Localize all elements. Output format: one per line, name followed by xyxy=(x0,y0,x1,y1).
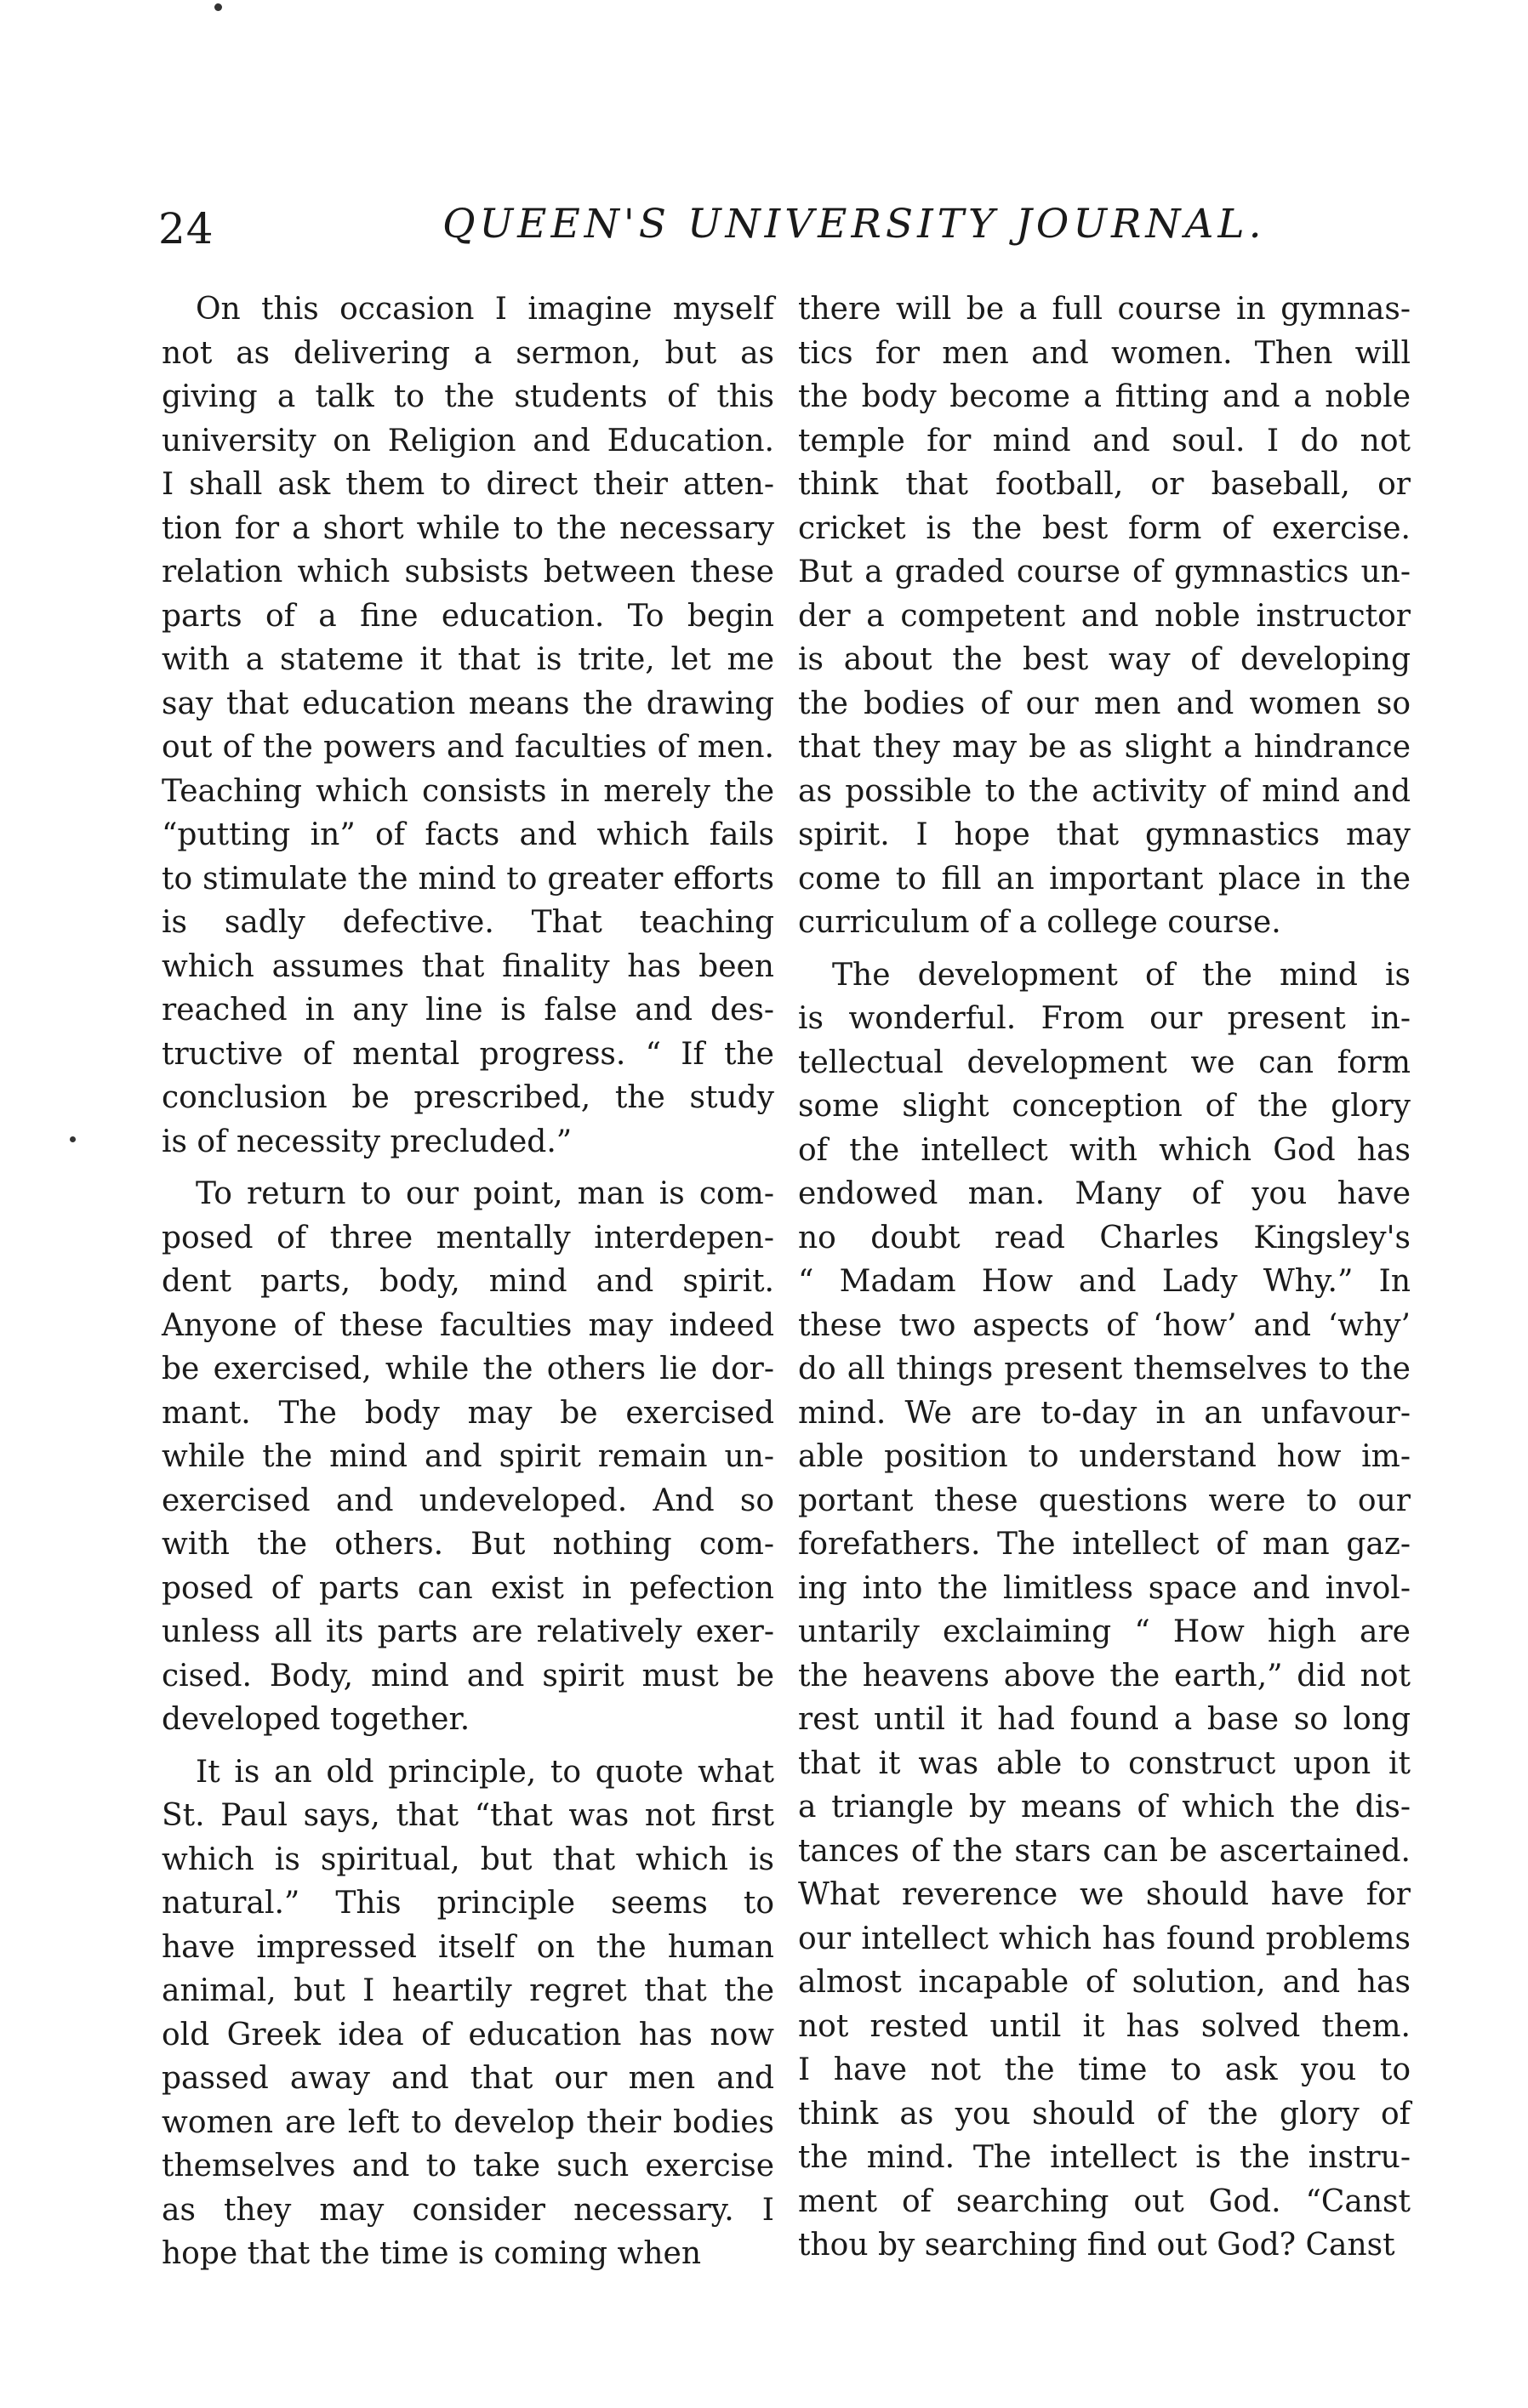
text-line: as they may consider necessary. I xyxy=(162,2192,774,2228)
text-line: be exercised, while the others lie dor- xyxy=(162,1352,774,1386)
text-line: untarily exclaiming “ How high are xyxy=(798,1614,1411,1649)
text-line: themselves and to take such exercise xyxy=(162,2149,774,2183)
text-line: which assumes that finality has been xyxy=(162,948,774,984)
ink-speck xyxy=(214,3,222,11)
text-line: come to fill an important place in the xyxy=(798,861,1411,897)
text-line: unless all its parts are relatively exer- xyxy=(162,1614,774,1649)
text-line: The development of the mind is xyxy=(832,957,1411,993)
text-line: which is spiritual, but that which is xyxy=(162,1842,774,1877)
text-line: do all things present themselves to the xyxy=(798,1352,1411,1386)
text-line: tics for men and women. Then will xyxy=(798,335,1411,371)
text-line: tellectual development we can form xyxy=(798,1045,1411,1080)
text-line: tion for a short while to the necessary xyxy=(162,510,774,546)
text-line: cricket is the best form of exercise. xyxy=(798,510,1411,546)
paragraph xyxy=(798,287,1411,945)
paragraph xyxy=(162,1172,774,1742)
text-line: dent parts, body, mind and spirit. xyxy=(162,1264,774,1299)
text-line: with the others. But nothing com- xyxy=(162,1527,774,1562)
page-number: 24 xyxy=(158,204,214,253)
text-line: posed of three mentally interdepen- xyxy=(162,1220,774,1255)
text-line: no doubt read Charles Kingsley's xyxy=(798,1220,1411,1255)
text-line: parts of a fine education. To begin xyxy=(162,598,774,634)
text-line: some slight conception of the glory xyxy=(798,1089,1411,1124)
text-line: relation which subsists between these xyxy=(162,555,774,589)
text-line: that they may be as slight a hindrance xyxy=(798,730,1411,765)
text-line: Anyone of these faculties may indeed xyxy=(162,1307,774,1343)
text-line: the bodies of our men and women so xyxy=(798,686,1411,721)
text-line: “ Madam How and Lady Why.” In xyxy=(798,1264,1411,1299)
text-line: It is an old principle, to quote what xyxy=(196,1754,774,1790)
paragraph xyxy=(798,954,1411,2268)
text-line: the body become a fitting and a noble xyxy=(798,379,1411,414)
text-line: women are left to develop their bodies xyxy=(162,2104,774,2140)
text-line: der a competent and noble instructor xyxy=(798,598,1411,634)
text-line: giving a talk to the students of this xyxy=(162,379,774,414)
text-line: cised. Body, mind and spirit must be xyxy=(162,1658,774,1694)
text-line: What reverence we should have for xyxy=(798,1877,1411,1912)
text-line: is sadly defective. That teaching xyxy=(162,905,774,940)
text-line: “putting in” of facts and which fails xyxy=(162,817,774,852)
text-line: To return to our point, man is com- xyxy=(196,1176,774,1211)
left-column xyxy=(162,287,774,2285)
text-line: temple for mind and soul. I do not xyxy=(798,423,1411,458)
text-line: mind. We are to-day in an unfavour- xyxy=(798,1395,1411,1431)
text-line: is wonderful. From our present in- xyxy=(798,1001,1411,1036)
text-line: animal, but I heartily regret that the xyxy=(162,1973,774,2008)
text-line: spirit. I hope that gymnastics may xyxy=(798,817,1411,852)
text-line: that it was able to construct upon it xyxy=(798,1745,1411,1781)
text-line: St. Paul says, that “that was not first xyxy=(162,1798,774,1833)
text-line: able position to understand how im- xyxy=(798,1439,1411,1474)
running-title: QUEEN'S UNIVERSITY JOURNAL. xyxy=(442,201,1266,248)
text-line: ing into the limitless space and invol- xyxy=(798,1570,1411,1606)
text-line: thou by searching find out God? Canst xyxy=(798,2228,1395,2263)
text-line: is of necessity precluded.” xyxy=(162,1124,573,1159)
text-line: our intellect which has found problems xyxy=(798,1921,1411,1956)
text-line: not rested until it has solved them. xyxy=(798,2008,1411,2044)
text-line: the mind. The intellect is the instru- xyxy=(798,2140,1411,2175)
text-line: to stimulate the mind to greater efforts xyxy=(162,861,774,897)
text-line: tances of the stars can be ascertained. xyxy=(798,1833,1411,1869)
text-line: posed of parts can exist in pefection xyxy=(162,1570,774,1606)
text-line: university on Religion and Education. xyxy=(162,423,774,458)
text-line: passed away and that our men and xyxy=(162,2061,774,2096)
text-line: while the mind and spirit remain un- xyxy=(162,1439,774,1474)
text-line: I shall ask them to direct their atten- xyxy=(162,467,774,502)
text-line: But a graded course of gymnastics un- xyxy=(798,555,1411,589)
ink-speck xyxy=(70,1136,76,1142)
text-line: think as you should of the glory of xyxy=(798,2096,1411,2132)
text-line: almost incapable of solution, and has xyxy=(798,1965,1411,2000)
text-line: natural.” This principle seems to xyxy=(162,1886,774,1921)
text-line: rest until it had found a base so long xyxy=(798,1702,1411,1737)
text-line: Teaching which consists in merely the xyxy=(162,773,774,809)
paragraph xyxy=(162,287,774,1164)
paragraph xyxy=(162,1750,774,2276)
text-line: developed together. xyxy=(162,1702,470,1737)
text-line: conclusion be prescribed, the study xyxy=(162,1080,774,1115)
text-line: endowed man. Many of you have xyxy=(798,1176,1411,1211)
text-line: tructive of mental progress. “ If the xyxy=(162,1036,774,1072)
text-line: a triangle by means of which the dis- xyxy=(798,1790,1411,1825)
text-line: On this occasion I imagine myself xyxy=(196,292,774,327)
text-line: say that education means the drawing xyxy=(162,686,774,721)
text-line: of the intellect with which God has xyxy=(798,1132,1411,1168)
text-line: reached in any line is false and des- xyxy=(162,993,774,1028)
text-line: think that football, or baseball, or xyxy=(798,467,1411,502)
text-line: old Greek idea of education has now xyxy=(162,2017,774,2052)
right-column xyxy=(798,287,1411,2276)
text-line: not as delivering a sermon, but as xyxy=(162,335,774,371)
text-line: ment of searching out God. “Canst xyxy=(798,2183,1411,2219)
text-line: with a stateme it that is trite, let me xyxy=(162,642,774,677)
text-line: forefathers. The intellect of man gaz- xyxy=(798,1527,1411,1562)
text-line: curriculum of a college course. xyxy=(798,905,1281,940)
text-line: mant. The body may be exercised xyxy=(162,1395,774,1431)
text-line: out of the powers and faculties of men. xyxy=(162,730,774,765)
text-line: portant these questions were to our xyxy=(798,1483,1411,1518)
text-line: exercised and undeveloped. And so xyxy=(162,1483,774,1518)
text-line: these two aspects of ‘how’ and ‘why’ xyxy=(798,1307,1411,1343)
text-line: hope that the time is coming when xyxy=(162,2236,702,2271)
text-line: is about the best way of developing xyxy=(798,642,1411,677)
text-line: the heavens above the earth,” did not xyxy=(798,1658,1411,1694)
text-line: have impressed itself on the human xyxy=(162,1929,774,1965)
text-line: there will be a full course in gymnas- xyxy=(798,292,1411,327)
text-line: I have not the time to ask you to xyxy=(798,2052,1411,2087)
text-line: as possible to the activity of mind and xyxy=(798,773,1411,809)
